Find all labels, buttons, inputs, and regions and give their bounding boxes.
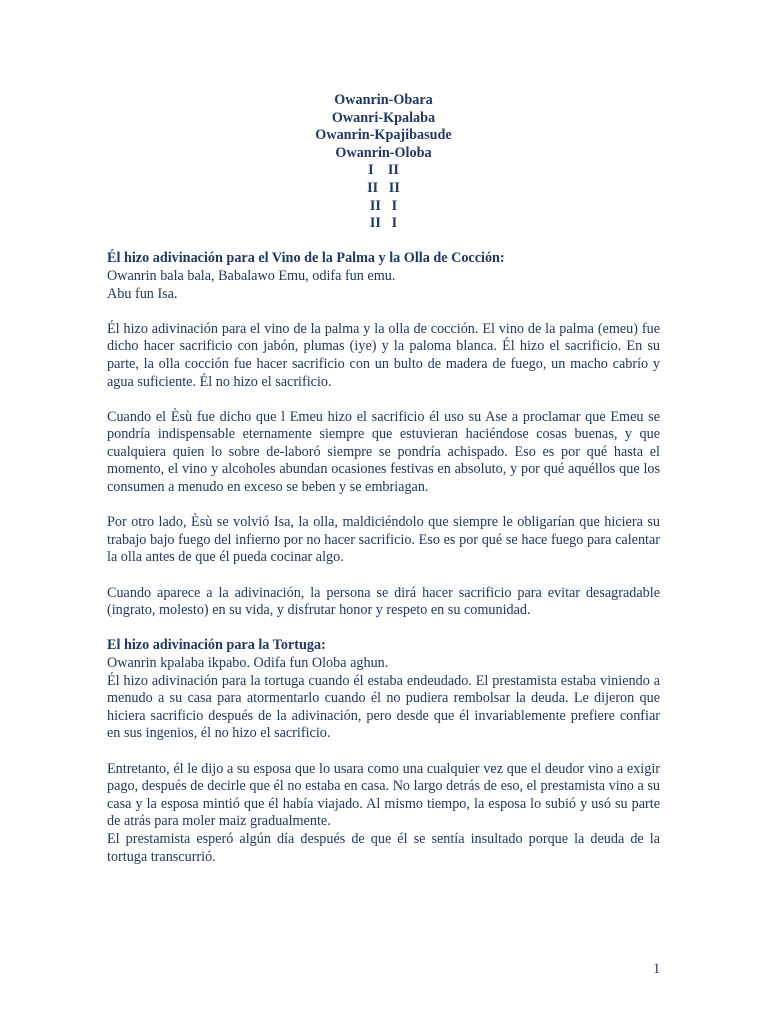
odu-mark-line: II I: [369, 215, 398, 232]
section-heading: El hizo adivinación para la Tortuga:: [107, 637, 326, 654]
section-heading: Él hizo adivinación para el Vino de la Palma y la Olla de Cocción:: [107, 250, 505, 267]
title-line: Owanrin-Kpajibasude: [315, 127, 452, 144]
verse-line: Owanrin kpalaba ikpabo. Odifa fun Oloba aghun.: [107, 655, 389, 671]
paragraph: Por otro lado, Èsù se volvió Isa, la olla, maldiciéndolo que siempre le obligarían que hiciera su trabajo bajo fuego del infierno por no hacer sacrificio. Eso es por qué se hace fuego para calentar la olla antes de que él pueda cocinar algo.: [107, 514, 660, 566]
title-line: Owanrin-Obara: [334, 92, 433, 108]
paragraph: Entretanto, él le dijo a su esposa que lo usara como una cualquier vez que el deudor vino a exigir pago, después de decirle que él no estaba en casa. No largo detrás de eso, el prestamista vino a su casa y la esposa mintió que él había viajado. Al mismo tiempo, la esposa lo subió y usó su parte de atrás para moler maiz gradualmente.: [107, 760, 660, 830]
paragraph: Cuando aparece a la adivinación, la persona se dirá hacer sacrificio para evitar desagradable (ingrato, molesto) en su vida, y disfrutar honor y respeto en su comunidad.: [107, 584, 660, 619]
odu-mark-line: II II: [367, 179, 400, 196]
paragraph: Él hizo adivinación para el vino de la palma y la olla de cocción. El vino de la palma (emeu) fue dicho hacer sacrificio con jabón, plumas (iye) y la paloma blanca. Él hizo el sacrificio. En su parte, la olla cocción fue hacer sacrificio con un bulto de madera de fuego, un macho cabrío y agua suficiente. Él no hizo el sacrificio.: [107, 320, 660, 390]
verse-line: Abu fun Isa.: [107, 285, 178, 302]
paragraph: El prestamista esperó algún día después de que él se sentía insultado porque la deuda de la tortuga transcurrió.: [107, 830, 660, 865]
title-line: Owanrin-Oloba: [335, 144, 432, 161]
verse-line: Owanrin bala bala, Babalawo Emu, odifa fun emu.: [107, 267, 396, 284]
paragraph: Cuando el Èsù fue dicho que l Emeu hizo el sacrificio él uso su Ase a proclamar que Emeu se pondría indispensable eternamente siempre que estuvieran haciéndose cosas buenas, y que cualquiera quien lo sobre de-laboró siempre se pondría achispado. Eso es por qué hasta el momento, el vino y alcoholes abundan ocasiones festivas en absoluto, y por qué aquéllos que los consumen a menudo en exceso se beben y se embriagan.: [107, 408, 660, 496]
odu-mark-line: I II: [368, 162, 399, 179]
document-page: [107, 92, 660, 866]
title-line: Owanri-Kpalaba: [331, 109, 436, 126]
paragraph: Él hizo adivinación para la tortuga cuando él estaba endeudado. El prestamista estaba viniendo a menudo a su casa para atormentarlo cuando él no pudiera rembolsar la deuda. Le dijeron que hiciera sacrificio después de la adivinación, pero desde que él invariablemente prefiere confiar en sus ingenios, él no hizo el sacrificio.: [107, 672, 660, 742]
title-block: [107, 92, 660, 233]
odu-mark-line: II I: [369, 197, 398, 214]
page-number: 1: [653, 961, 661, 977]
